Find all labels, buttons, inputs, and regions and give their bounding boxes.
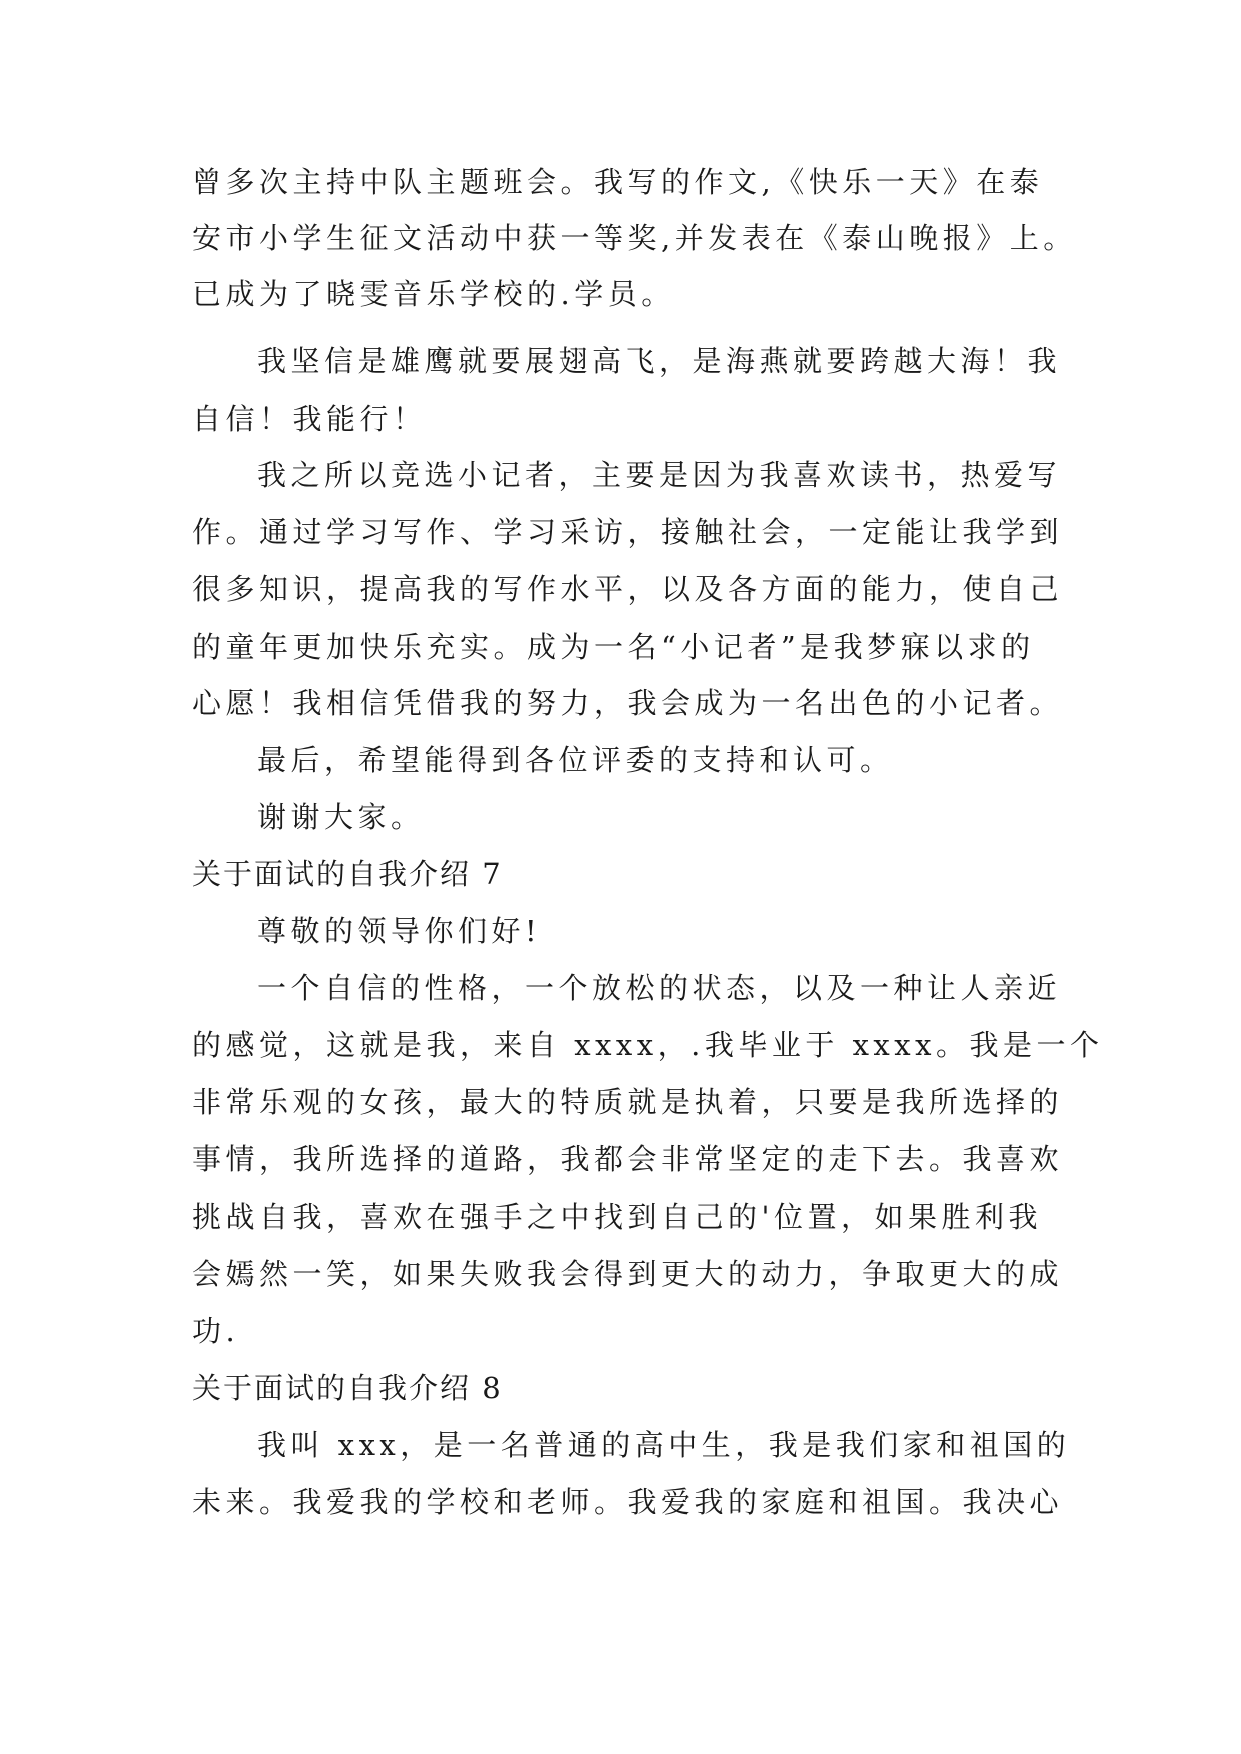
- paragraph-line: 谢谢大家。: [257, 800, 425, 834]
- paragraph-line: 安市小学生征文活动中获一等奖,并发表在《泰山晚报》上。: [192, 221, 1077, 255]
- paragraph-line: 我之所以竞选小记者，主要是因为我喜欢读书，热爱写: [257, 458, 1062, 492]
- paragraph-line: 曾多次主持中队主题班会。我写的作文,《快乐一天》在泰: [192, 165, 1044, 199]
- paragraph-line: 非常乐观的女孩，最大的特质就是执着，只要是我所选择的: [192, 1085, 1064, 1119]
- paragraph-line: 一个自信的性格，一个放松的状态，以及一种让人亲近: [257, 971, 1062, 1005]
- paragraph-line: 事情，我所选择的道路，我都会非常坚定的走下去。我喜欢: [192, 1142, 1064, 1176]
- paragraph-line: 会嫣然一笑，如果失败我会得到更大的动力，争取更大的成: [192, 1257, 1064, 1291]
- paragraph-line: 尊敬的领导你们好!: [257, 914, 542, 948]
- paragraph-line: 的童年更加快乐充实。成为一名“小记者”是我梦寐以求的: [192, 630, 1035, 664]
- paragraph-line: 功.: [192, 1314, 240, 1348]
- paragraph-line: 我坚信是雄鹰就要展翅高飞，是海燕就要跨越大海！我: [257, 344, 1062, 378]
- paragraph-line: 很多知识，提高我的写作水平，以及各方面的能力，使自己: [192, 572, 1064, 606]
- paragraph-line: 的感觉，这就是我，来自 xxxx，.我毕业于 xxxx。我是一个: [192, 1028, 1104, 1062]
- section-heading: 关于面试的自我介绍 8: [192, 1371, 503, 1405]
- paragraph-line: 最后，希望能得到各位评委的支持和认可。: [257, 743, 894, 777]
- paragraph-line: 已成为了晓雯音乐学校的.学员。: [192, 277, 675, 311]
- paragraph-line: 作。通过学习写作、学习采访，接触社会，一定能让我学到: [192, 515, 1064, 549]
- paragraph-line: 心愿！我相信凭借我的努力，我会成为一名出色的小记者。: [192, 686, 1064, 720]
- paragraph-line: 自信！我能行！: [192, 402, 427, 436]
- section-heading: 关于面试的自我介绍 7: [192, 857, 503, 891]
- paragraph-line: 挑战自我，喜欢在强手之中找到自己的'位置，如果胜利我: [192, 1200, 1042, 1234]
- paragraph-line: 我叫 xxx，是一名普通的高中生，我是我们家和祖国的: [257, 1428, 1071, 1462]
- paragraph-line: 未来。我爱我的学校和老师。我爱我的家庭和祖国。我决心: [192, 1485, 1064, 1519]
